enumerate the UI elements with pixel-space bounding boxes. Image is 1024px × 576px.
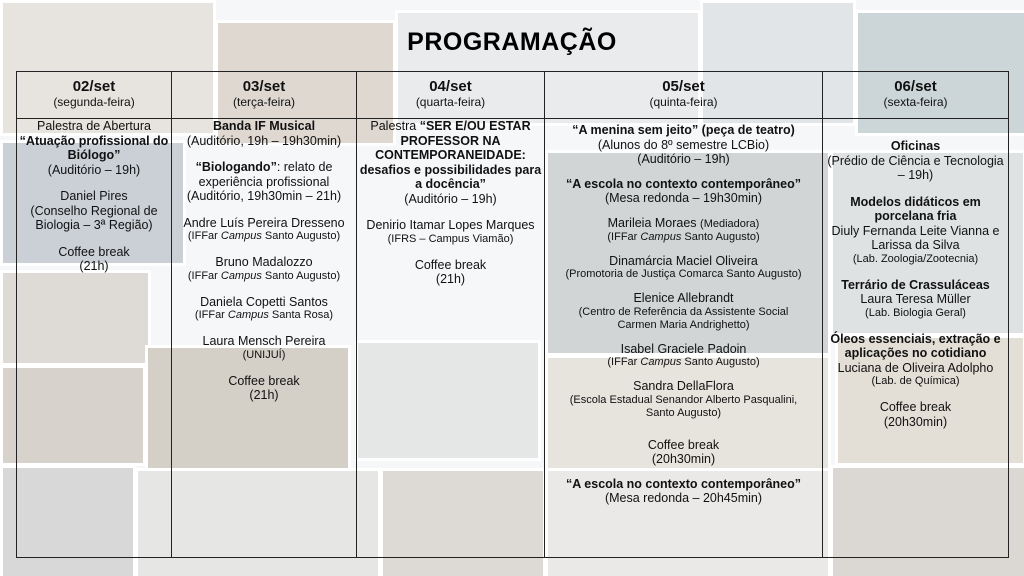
day-weekday: (sexta-feira) [883,95,948,109]
speaker-affiliation: (IFFar Campus Santo Augusto) [187,269,341,282]
event-title: Palestra “SER E/OU ESTAR PROFESSOR NA CONTEMPORANEIDADE: desafios e possibilidades para a docência” [359,119,542,191]
workshop-title: Terrário de Crassuláceas [841,277,990,292]
day-cell-02 [17,119,172,558]
coffee-break [174,374,354,403]
coffee-break-time: (21h) [79,259,109,273]
coffee-break-label: Coffee break [879,400,952,414]
speaker-name: Laura Mensch Pereira [202,334,326,348]
event-title: Banda IF Musical [212,119,316,133]
day-cell-06 [823,119,1009,558]
speaker-affiliation: (UNIJUÍ) [242,348,286,361]
event-round-table-2 [547,477,820,506]
day-date: 04/set [429,78,472,95]
day-cell-03 [172,119,357,558]
workshop [825,278,1006,320]
speaker-name: Isabel Graciele Padoin [620,341,747,356]
event-place: (Auditório – 19h) [404,191,497,206]
speaker-name: Andre Luís Pereira Dresseno [183,215,345,230]
coffee-break-time: (20h30min) [651,452,716,466]
speaker [547,291,820,332]
coffee-break [19,245,169,274]
speaker-affiliation: (IFFar Campus Santo Augusto) [607,356,760,368]
coffee-break-label: Coffee break [58,244,130,259]
event-lecture [359,119,542,206]
event-place: (Mesa redonda – 19h30min) [604,191,763,205]
coffee-break-label: Coffee break [647,437,720,452]
workshops-header [825,139,1006,183]
day-weekday: (terça-feira) [232,95,295,109]
coffee-break-time: (21h) [249,388,279,402]
day-header-06 [823,72,1009,119]
coffee-break-label: Coffee break [414,257,487,272]
coffee-break-label: Coffee break [228,373,300,388]
event-type: Palestra de Abertura [37,119,151,133]
event-title: Oficinas [890,139,941,153]
speaker-name: Denirio Itamar Lopes Marques [366,218,535,232]
workshop-place: (Lab. de Química) [871,375,960,387]
day-cell-05 [545,119,823,558]
event-title: “Biologando”: relato de experiência profissional [195,160,333,189]
day-date: 06/set [894,78,937,95]
day-header-03 [172,72,357,119]
speaker-affiliation: (IFFar Campus Santo Augusto) [607,230,760,243]
speaker-name: Marileia Moraes (Mediadora) [607,215,760,230]
speaker [547,342,820,370]
speaker-affiliation: (IFFar Campus Santa Rosa) [194,309,334,321]
event-title: “A escola no contexto contemporâneo” [566,176,801,191]
workshop-speakers: Laura Teresa Müller [860,292,971,306]
speaker [547,254,820,282]
event-subtitle: (Alunos do 8º semestre LCBio) [597,137,770,152]
speaker [359,218,542,246]
event-title: “A menina sem jeito” (peça de teatro) [572,123,795,137]
speaker-name: Daniela Copetti Santos [200,294,328,309]
speaker-affiliation: (Conselho Regional de Biologia – 3ª Região) [30,203,158,232]
event-title: “A escola no contexto contemporâneo” [566,476,801,491]
event-place: (Auditório, 19h30min – 21h) [186,189,342,203]
workshop [825,332,1006,389]
speaker [174,295,354,323]
speaker [174,216,354,244]
speaker [19,189,169,233]
schedule-table [16,71,1009,558]
speaker-name: Dinamárcia Maciel Oliveira [609,253,758,268]
speaker-name: Sandra DellaFlora [633,379,734,393]
day-weekday: (segunda-feira) [53,95,135,109]
speaker-name: Elenice Allebrandt [633,291,734,305]
workshop-title: Modelos didáticos em porcelana fria [850,194,981,223]
speaker [174,334,354,362]
event-place: (Auditório – 19h) [47,162,141,177]
page-title: PROGRAMAÇÃO [407,28,617,56]
day-weekday: (quarta-feira) [415,95,486,109]
speaker-affiliation: (IFRS – Campus Viamão) [387,232,514,245]
event-title: “Atuação profissional do Biólogo” [19,133,169,162]
coffee-break [825,400,1006,429]
day-header-05 [545,72,823,119]
speaker-name: Bruno Madalozzo [215,255,313,269]
event-place: (Mesa redonda – 20h45min) [604,491,763,505]
day-cell-04 [357,119,545,558]
workshop-place: (Lab. Zoologia/Zootecnia) [852,252,979,265]
speaker-affiliation: (IFFar Campus Santo Augusto) [187,230,341,242]
workshop [825,195,1006,266]
event-theater [547,123,820,167]
speaker [547,379,820,420]
day-date: 03/set [242,78,286,95]
coffee-break-time: (21h) [435,272,466,286]
schedule-header-row [17,72,1009,119]
day-date: 02/set [72,78,116,95]
workshop-place: (Lab. Biologia Geral) [865,306,966,319]
speaker [174,255,354,283]
speaker-name: Daniel Pires [60,189,128,203]
schedule-body-row [17,119,1009,558]
day-header-04 [357,72,545,119]
day-header-02 [17,72,172,119]
workshop-speakers: Luciana de Oliveira Adolpho [837,360,994,375]
event-opening-lecture [19,119,169,177]
event-round-table [547,177,820,206]
event-place: (Auditório – 19h) [637,152,730,166]
coffee-break [359,258,542,287]
speaker-affiliation: (Centro de Referência da Assistente Social Carmen Maria Andrighetto) [578,305,789,331]
event-band [174,119,354,148]
event-biologando [174,160,354,204]
workshop-speakers: Diuly Fernanda Leite Vianna e Larissa da Silva [831,223,1000,252]
event-place: (Prédio de Ciência e Tecnologia – 19h) [827,153,1004,182]
event-place: (Auditório, 19h – 19h30min) [186,133,342,148]
workshop-title: Óleos essenciais, extração e aplicações no cotidiano [830,331,1001,360]
coffee-break [547,438,820,467]
day-weekday: (quinta-feira) [649,95,718,109]
speaker-affiliation: (Promotoria de Justiça Comarca Santo Augusto) [565,268,802,280]
coffee-break-time: (20h30min) [883,414,948,429]
speaker-affiliation: (Escola Estadual Senandor Alberto Pasqualini, Santo Augusto) [569,393,798,419]
speaker [547,216,820,244]
day-date: 05/set [662,78,705,95]
